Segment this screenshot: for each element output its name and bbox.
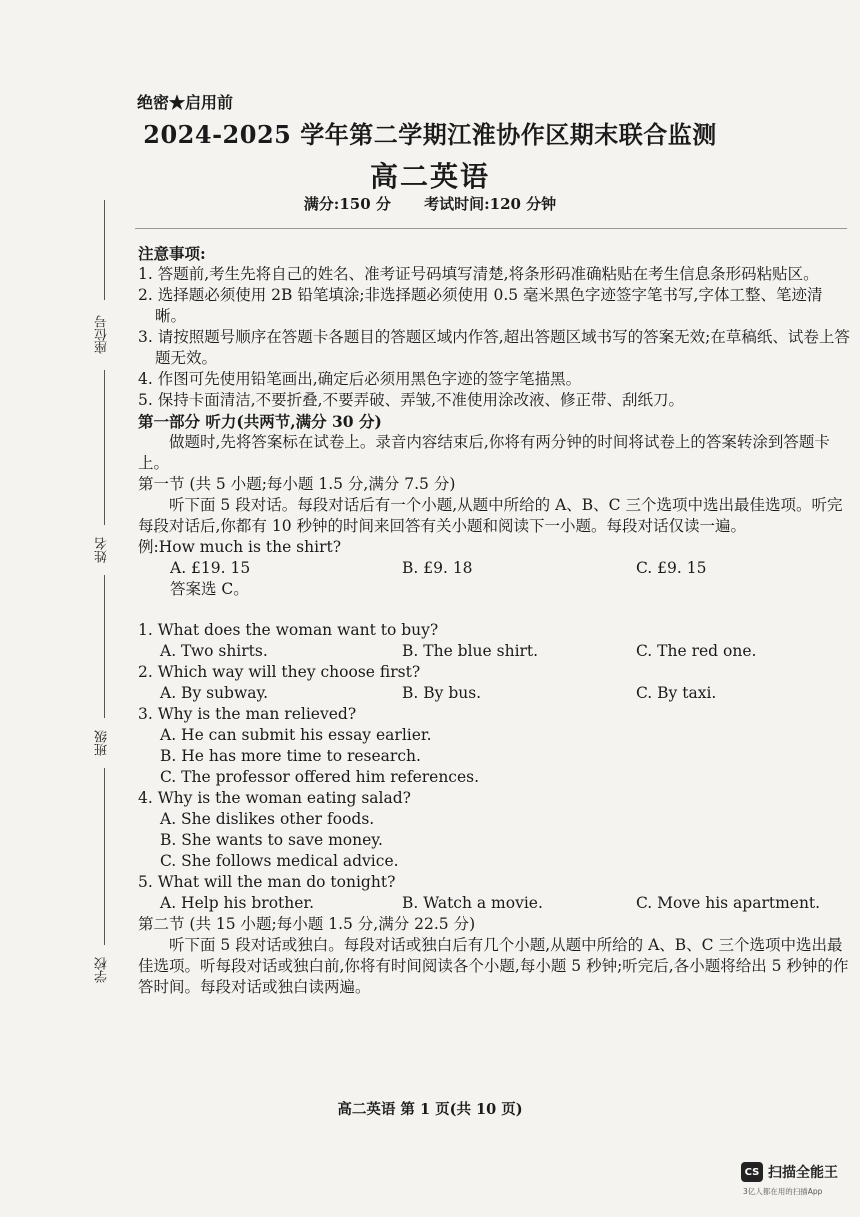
question-4: 4. Why is the woman eating salad? (138, 789, 411, 807)
option-a: A. Help his brother. (160, 894, 315, 912)
notice-item: 5. 保持卡面清洁,不要折叠,不要弄破、弄皱,不准使用涂改液、修正带、刮纸刀。 (138, 391, 684, 409)
exam-meta (0, 193, 860, 214)
scanner-app-name: 扫描全能王 (768, 1165, 838, 1181)
exam-title: 2024-2025 学年第二学期江淮协作区期末联合监测 (143, 120, 717, 149)
example-answer: 答案选 C。 (170, 580, 249, 598)
option-b: B. The blue shirt. (402, 642, 539, 660)
option-c: C. The red one. (636, 642, 757, 660)
question-1-options (138, 641, 850, 662)
spacer (138, 600, 850, 620)
option-b: B. Watch a movie. (402, 894, 543, 912)
example-options (138, 558, 850, 579)
class-label: 班级 (93, 718, 115, 768)
subject-title: 高二英语 (369, 160, 490, 193)
option-c: C. The professor offered him references. (160, 768, 480, 786)
example-question: 例:How much is the shirt? (138, 538, 342, 556)
seat-number-label: 座位号 (93, 300, 115, 370)
notice-item: 3. 请按照题号顺序在答题卡各题目的答题区域内作答,超出答题区域书写的答案无效;在草稿纸、试卷上答题无效。 (138, 328, 850, 367)
section2-heading: 第二节 (共 15 小题;每小题 1.5 分,满分 22.5 分) (138, 915, 476, 933)
part1-heading: 第一部分 听力(共两节,满分 30 分) (138, 412, 382, 431)
section1-heading: 第一节 (共 5 小题;每小题 1.5 分,满分 7.5 分) (138, 475, 456, 493)
option-c: C. £9. 15 (636, 559, 707, 577)
full-marks: 满分:150 分 (303, 195, 391, 213)
header-divider (135, 228, 847, 229)
question-2-options (138, 683, 850, 704)
question-5: 5. What will the man do tonight? (138, 873, 396, 891)
section1-intro: 听下面 5 段对话。每段对话后有一个小题,从题中所给的 A、B、C 三个选项中选出最佳选项。听完每段对话后,你都有 10 秒钟的时间来回答有关小题和阅读下一小题。每段对话仅读一遍。 (138, 496, 843, 535)
option-b: B. £9. 18 (402, 559, 473, 577)
scanner-tagline: 3亿人都在用的扫描App (743, 1187, 823, 1196)
option-a: A. Two shirts. (160, 642, 268, 660)
notice-item: 1. 答题前,考生先将自己的姓名、准考证号码填写清楚,将条形码准确粘贴在考生信息条形码粘贴区。 (138, 265, 819, 283)
question-2: 2. Which way will they choose first? (138, 663, 421, 681)
section2-intro: 听下面 5 段对话或独白。每段对话或独白后有几个小题,从题中所给的 A、B、C 三个选项中选出最佳选项。听每段对话或独白前,你将有时间阅读各个小题,每小题 5 秒钟;听完后,各小题将给出 5 秒钟的作答时间。每段对话或独白读两遍。 (138, 936, 849, 996)
camscanner-logo-icon: CS (741, 1162, 763, 1182)
question-5-options (138, 893, 850, 914)
option-a: A. She dislikes other foods. (160, 810, 375, 828)
confidential-label: 绝密★启用前 (137, 93, 234, 112)
option-a: A. He can submit his essay earlier. (160, 726, 432, 744)
notice-item: 4. 作图可先使用铅笔画出,确定后必须用黑色字迹的签字笔描黑。 (138, 370, 582, 388)
option-a: A. £19. 15 (170, 559, 251, 577)
option-b: B. She wants to save money. (160, 831, 383, 849)
option-c: C. By taxi. (636, 684, 717, 702)
scanner-watermark (741, 1162, 838, 1182)
question-1: 1. What does the woman want to buy? (138, 621, 439, 639)
part1-intro: 做题时,先将答案标在试卷上。录音内容结束后,你将有两分钟的时间将试卷上的答案转涂到答题卡上。 (138, 433, 830, 472)
option-c: C. Move his apartment. (636, 894, 821, 912)
exam-content (138, 243, 850, 998)
option-a: A. By subway. (160, 684, 269, 702)
page-footer: 高二英语 第 1 页(共 10 页) (337, 1101, 523, 1118)
school-label: 学校 (93, 945, 115, 995)
option-c: C. She follows medical advice. (160, 852, 399, 870)
exam-time: 考试时间:120 分钟 (424, 195, 557, 213)
question-3: 3. Why is the man relieved? (138, 705, 357, 723)
option-b: B. He has more time to research. (160, 747, 421, 765)
option-b: B. By bus. (402, 684, 482, 702)
notice-item: 2. 选择题必须使用 2B 铅笔填涂;非选择题必须使用 0.5 毫米黑色字迹签字笔书写,字体工整、笔迹清晰。 (138, 286, 823, 325)
name-label: 姓名 (93, 525, 115, 575)
notice-heading: 注意事项: (138, 244, 206, 263)
